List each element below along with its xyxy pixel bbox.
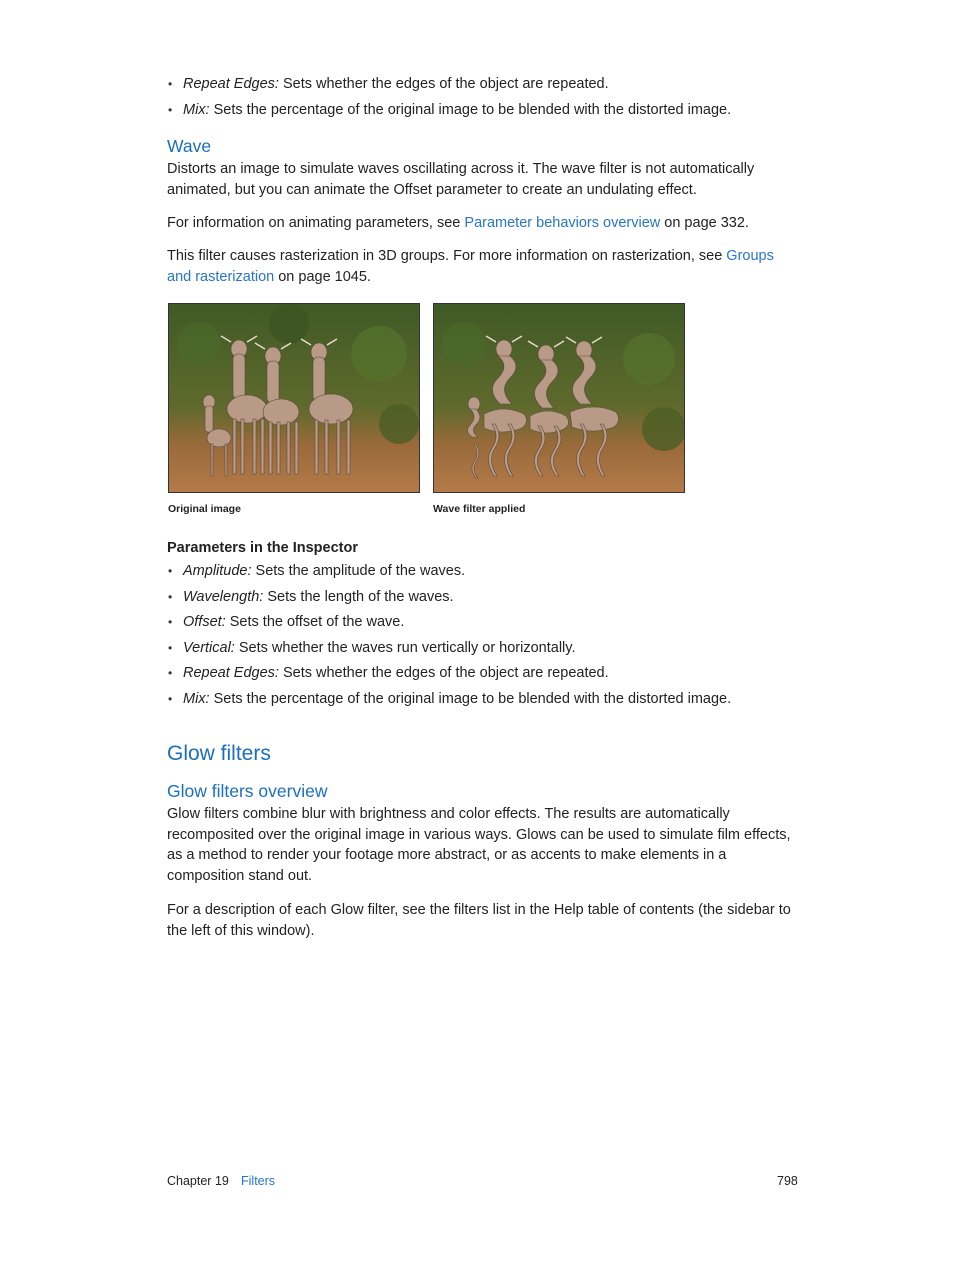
footer-chapter: Chapter 19: [167, 1174, 229, 1188]
list-item: • Repeat Edges: Sets whether the edges of the object are repeated.: [167, 74, 731, 100]
list-item: • Mix: Sets the percentage of the original image to be blended with the distorted image.: [167, 100, 731, 126]
list-item: • Repeat Edges: Sets whether the edges of the object are repeated.: [167, 663, 731, 689]
top-parameter-list: [167, 74, 731, 125]
list-item: • Vertical: Sets whether the waves run vertically or horizontally.: [167, 638, 731, 664]
kudu-original-illustration: [169, 304, 419, 492]
glow-list-note: For a description of each Glow filter, see the filters list in the Help table of contents (the sidebar to the left of this window).: [167, 902, 791, 939]
parameter-behaviors-link[interactable]: Parameter behaviors overview: [464, 215, 661, 231]
glow-filters-overview-heading: Glow filters overview: [167, 781, 328, 801]
groups-rasterization-link[interactable]: Groups and rasterization: [167, 248, 774, 285]
footer-section-link[interactable]: Filters: [241, 1174, 276, 1188]
wave-parameter-list: [167, 561, 731, 715]
list-item: • Wavelength: Sets the length of the waves.: [167, 587, 731, 613]
wave-filter-image: [433, 303, 685, 493]
list-item: • Offset: Sets the offset of the wave.: [167, 612, 731, 638]
page-number: 798: [777, 1174, 798, 1188]
kudu-wave-illustration: [434, 304, 684, 492]
list-item: • Mix: Sets the percentage of the original image to be blended with the distorted image.: [167, 689, 731, 715]
glow-filters-title: Glow filters: [167, 742, 271, 765]
wave-description: Distorts an image to simulate waves oscillating across it. The wave filter is not automatically animated, but you can animate the Offset parameter to create an undulating effect.: [167, 161, 755, 198]
wave-animation-note: For information on animating parameters, see Parameter behaviors overview on page 332.: [167, 215, 749, 231]
wave-rasterization-note: This filter causes rasterization in 3D groups. For more information on rasterization, see Groups and rasterization on page 1045.: [167, 248, 774, 285]
wave-heading: Wave: [167, 136, 212, 156]
parameters-heading: Parameters in the Inspector: [167, 540, 358, 556]
caption-wave-filter: Wave filter applied: [433, 503, 526, 515]
caption-original-image: Original image: [168, 503, 241, 515]
glow-description: Glow filters combine blur with brightness and color effects. The results are automatically recomposited over the original image in various ways. Glows can be used to simulate film effects, as a method to render your footage more abstract, or as accents to make elements in a composition stand out.: [167, 806, 791, 884]
list-item: • Amplitude: Sets the amplitude of the waves.: [167, 561, 731, 587]
original-image: [168, 303, 420, 493]
